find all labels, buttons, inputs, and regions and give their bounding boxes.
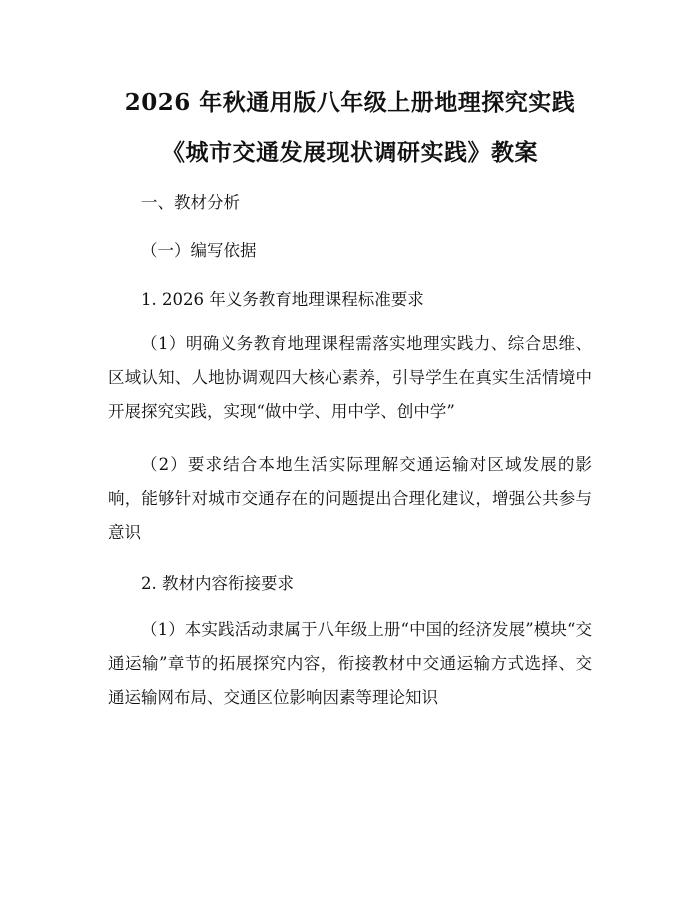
paragraph-1: （1）明确义务教育地理课程需落实地理实践力、综合思维、区域认知、人地协调观四大核心素养，引导学生在真实生活情境中开展探究实践，实现“做中学、用中学、创中学” (108, 334, 592, 421)
paragraph-2: （2）要求结合本地生活实际理解交通运输对区域发展的影响，能够针对城市交通存在的问题提出合理化建议，增强公共参与意识 (108, 455, 592, 542)
document-title-line1: 2026 年秋通用版八年级上册地理探究实践 (124, 89, 576, 116)
paragraph-3: （1）本实践活动隶属于八年级上册“中国的经济发展”模块“交通运输”章节的拓展探究内容，衔接教材中交通运输方式选择、交通运输网布局、交通区位影响因素等理论知识 (108, 620, 592, 707)
item-heading-2: 2. 教材内容衔接要求 (141, 574, 294, 593)
section-heading-1: 一、教材分析 (141, 193, 240, 212)
subsection-heading-1: （一）编写依据 (141, 241, 257, 260)
item-heading-1: 1. 2026 年义务教育地理课程标准要求 (141, 290, 424, 309)
document-title-line2: 《城市交通发展现状调研实践》教案 (162, 139, 538, 166)
